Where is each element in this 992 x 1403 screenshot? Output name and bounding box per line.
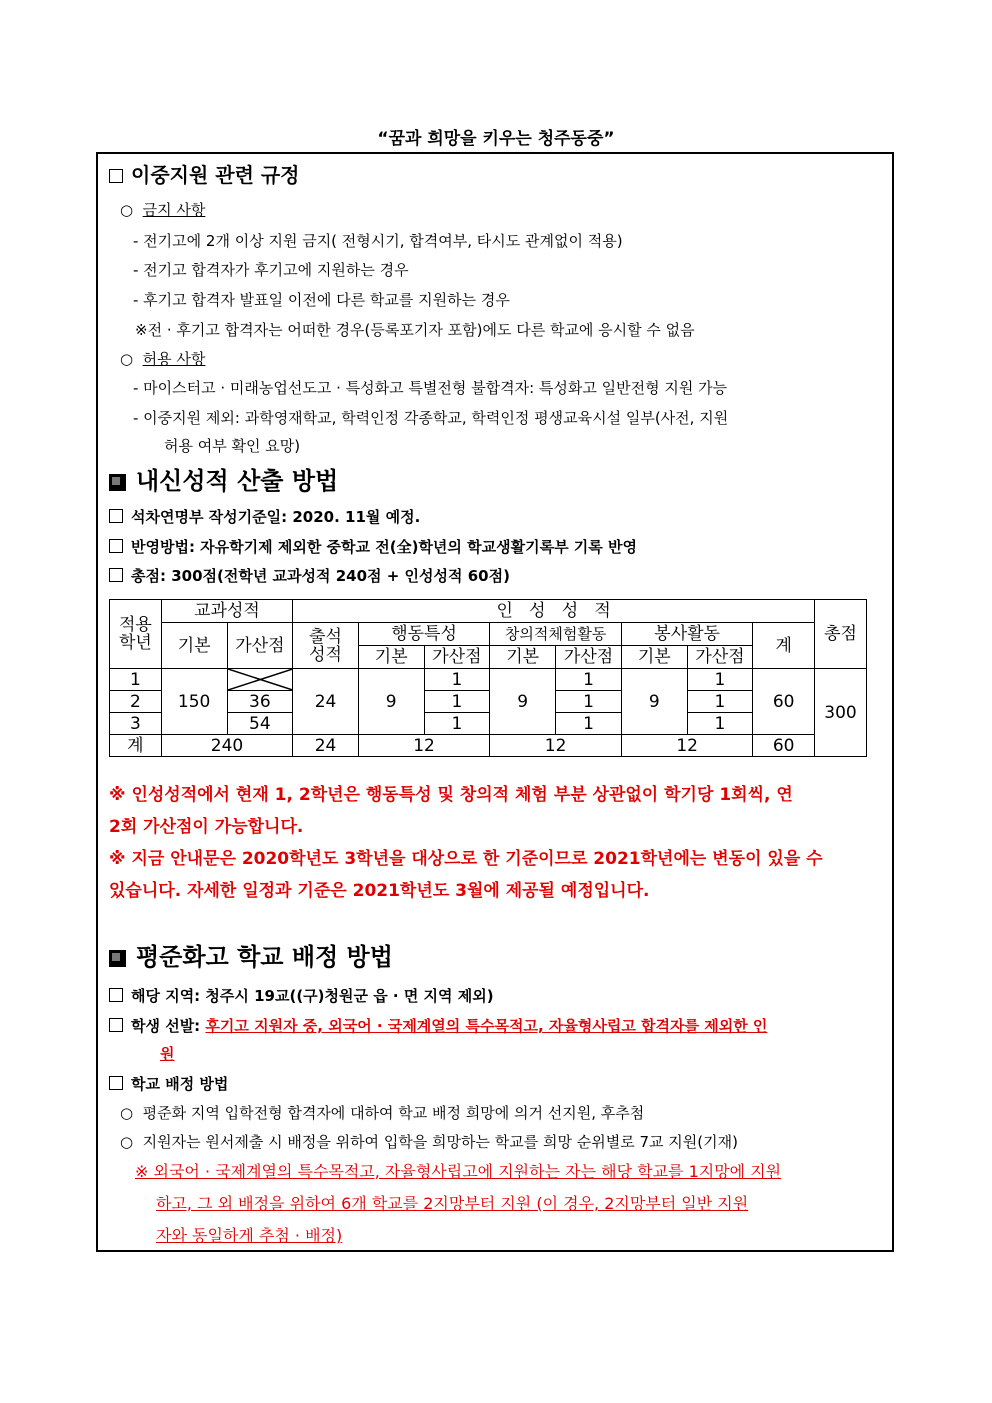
th-volunteer: 봉사활동 (621, 623, 752, 646)
student-selection-continuation: 원 (160, 1045, 175, 1063)
section-marker-icon (109, 474, 126, 491)
grade-note: 있습니다. 자세한 일정과 기준은 2021학년도 3월에 제공될 예정입니다. (109, 881, 650, 901)
allow-item-continuation: 허용 여부 확인 요망) (164, 437, 301, 455)
th-behavior-bonus: 가산점 (424, 646, 490, 669)
checkbox-square-icon (109, 509, 123, 523)
total-attend-cell: 24 (293, 735, 359, 757)
total-creative-cell: 12 (490, 735, 622, 757)
total-label-cell: 계 (110, 735, 162, 757)
grade-note: 2회 가산점이 가능합니다. (109, 817, 304, 837)
section-title-double-application: 이중지원 관련 규정 (109, 162, 300, 188)
assignment-note: 하고, 그 외 배정을 위하여 6개 학교를 2지망부터 지원 (이 경우, 2지망부터 일반 지원 (156, 1194, 749, 1213)
checkbox-square-icon (109, 988, 123, 1002)
subject-basic-cell: 150 (161, 669, 227, 735)
total-behavior-cell: 12 (358, 735, 489, 757)
region-item: 해당 지역: 청주시 19교((구)청원군 읍 · 면 지역 제외) (109, 986, 494, 1006)
circle-bullet-icon: ○ (120, 1104, 143, 1122)
volunteer-bonus-cell: 1 (687, 691, 753, 713)
th-subject-bonus: 가산점 (227, 623, 293, 669)
circle-bullet-icon: ○ (120, 350, 143, 368)
section-title-school-assignment: 평준화고 학교 배정 방법 (109, 942, 393, 972)
grade-item: 반영방법: 자유학기제 제외한 중학교 전(全)학년의 학교생활기록부 기록 반영 (109, 537, 637, 557)
th-sum: 계 (753, 623, 815, 669)
prohibit-note: ※전 · 후기고 합격자는 어떠한 경우(등록포기자 포함)에도 다른 학교에 응시할 수 없음 (135, 321, 695, 339)
total-volunteer-cell: 12 (621, 735, 752, 757)
assignment-note: 자와 동일하게 추첨 · 배정) (156, 1226, 343, 1245)
th-volunteer-basic: 기본 (621, 646, 687, 669)
checkbox-square-icon (109, 169, 123, 183)
th-creative-bonus: 가산점 (556, 646, 622, 669)
prohibit-heading: ○ 금지 사항 (120, 201, 206, 219)
prohibit-item: - 전기고에 2개 이상 지원 금지( 전형시기, 합격여부, 타시도 관계없이 적용) (133, 232, 623, 250)
behavior-bonus-cell: 1 (424, 691, 490, 713)
method-item: ○ 지원자는 원서제출 시 배정을 위하여 입학을 희망하는 학교를 희망 순위별로 7교 지원(기재) (120, 1133, 738, 1151)
th-year: 적용 학년 (110, 600, 162, 669)
allow-heading: ○ 허용 사항 (120, 350, 206, 368)
table-total-row (110, 735, 867, 757)
assignment-note: ※ 외국어 · 국제계열의 특수목적고, 자율형사립고에 지원하는 자는 해당 학교를 1지망에 지원 (135, 1162, 782, 1181)
volunteer-basic-cell: 9 (621, 669, 687, 735)
th-subject-basic: 기본 (161, 623, 227, 669)
year-cell: 3 (110, 713, 162, 735)
method-heading: 학교 배정 방법 (109, 1074, 228, 1094)
cross-icon (228, 669, 293, 690)
grade-item: 석차연명부 작성기준일: 2020. 11월 예정. (109, 507, 420, 527)
total-sum-cell: 60 (753, 735, 815, 757)
attend-cell: 24 (293, 669, 359, 735)
checkbox-square-icon (109, 1018, 123, 1032)
allow-item: - 이중지원 제외: 과학영재학교, 학력인정 각종학교, 학력인정 평생교육시설 일부(사전, 지원 (133, 409, 729, 427)
th-character: 인 성 성 적 (293, 600, 815, 623)
section-marker-icon (109, 950, 126, 967)
grade-note: ※ 지금 안내문은 2020학년도 3학년을 대상으로 한 기준이므로 2021학년에는 변동이 있을 수 (109, 849, 823, 869)
th-attend: 출석 성적 (293, 623, 359, 669)
subject-bonus-cell: 54 (227, 713, 293, 735)
th-behavior: 행동특성 (358, 623, 489, 646)
volunteer-bonus-cell: 1 (687, 669, 753, 691)
crossed-cell (227, 669, 293, 691)
creative-basic-cell: 9 (490, 669, 556, 735)
creative-bonus-cell: 1 (556, 691, 622, 713)
th-creative-basic: 기본 (490, 646, 556, 669)
creative-bonus-cell: 1 (556, 669, 622, 691)
behavior-basic-cell: 9 (358, 669, 424, 735)
th-creative: 창의적체험활동 (490, 623, 622, 646)
th-behavior-basic: 기본 (358, 646, 424, 669)
circle-bullet-icon: ○ (120, 201, 143, 219)
th-total: 총점 (815, 600, 867, 669)
character-sum-cell: 60 (753, 669, 815, 735)
prohibit-item: - 전기고 합격자가 후기고에 지원하는 경우 (133, 261, 409, 279)
year-cell: 1 (110, 669, 162, 691)
th-subject: 교과성적 (161, 600, 292, 623)
table-row (110, 669, 867, 691)
grand-total-cell: 300 (815, 669, 867, 757)
checkbox-square-icon (109, 568, 123, 582)
method-item: ○ 평준화 지역 입학전형 합격자에 대하여 학교 배정 희망에 의거 선지원, 후추첨 (120, 1104, 645, 1122)
subject-bonus-cell: 36 (227, 691, 293, 713)
creative-bonus-cell: 1 (556, 713, 622, 735)
section-title-grade-calculation: 내신성적 산출 방법 (109, 466, 338, 496)
circle-bullet-icon: ○ (120, 1133, 143, 1151)
student-selection-item: 학생 선발: 후기고 지원자 중, 외국어 · 국제계열의 특수목적고, 자율형사립고 합격자를 제외한 인 (109, 1016, 767, 1036)
page-header: “꿈과 희망을 키우는 청주동중” (377, 129, 615, 149)
behavior-bonus-cell: 1 (424, 669, 490, 691)
year-cell: 2 (110, 691, 162, 713)
grade-note: ※ 인성성적에서 현재 1, 2학년은 행동특성 및 창의적 체험 부분 상관없이 학기당 1회씩, 연 (109, 785, 793, 805)
total-subject-cell: 240 (161, 735, 292, 757)
allow-item: - 마이스터고 · 미래농업선도고 · 특성화고 특별전형 불합격자: 특성화고 일반전형 지원 가능 (133, 379, 728, 397)
th-volunteer-bonus: 가산점 (687, 646, 753, 669)
volunteer-bonus-cell: 1 (687, 713, 753, 735)
content-frame (96, 152, 894, 1252)
prohibit-item: - 후기고 합격자 발표일 이전에 다른 학교를 지원하는 경우 (133, 291, 510, 309)
checkbox-square-icon (109, 1076, 123, 1090)
score-table (109, 599, 867, 757)
behavior-bonus-cell: 1 (424, 713, 490, 735)
grade-item: 총점: 300점(전학년 교과성적 240점 + 인성성적 60점) (109, 566, 510, 586)
checkbox-square-icon (109, 539, 123, 553)
